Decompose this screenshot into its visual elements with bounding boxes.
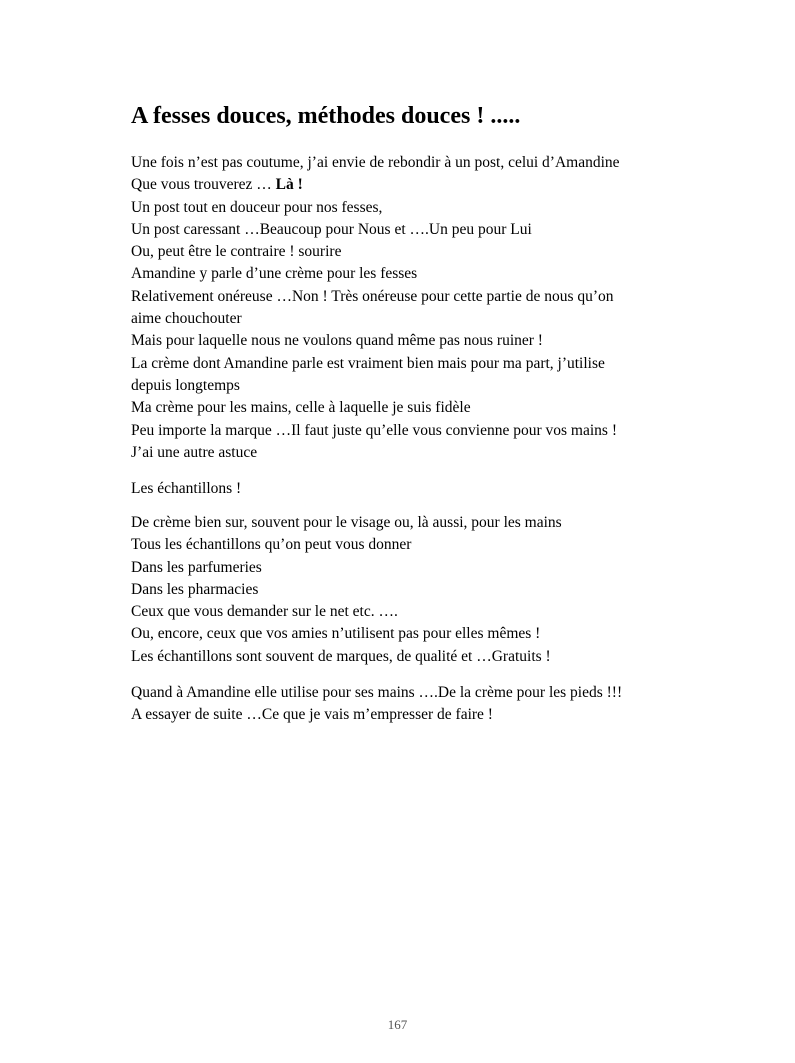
text-line: Ceux que vous demander sur le net etc. …. xyxy=(131,603,398,621)
text-line: Amandine y parle d’une crème pour les fesses xyxy=(131,265,418,283)
paragraph-sample-sources xyxy=(131,512,671,668)
text-line: Ou, encore, ceux que vos amies n’utilisent pas pour elles mêmes ! xyxy=(131,625,541,643)
paragraph-intro xyxy=(131,152,671,464)
text-line-prefix: Que vous trouverez … xyxy=(131,176,276,194)
text-line: A essayer de suite …Ce que je vais m’empresser de faire ! xyxy=(131,706,493,724)
page-number: 167 xyxy=(387,1017,408,1032)
paragraph-conclusion xyxy=(131,682,671,727)
text-line: Les échantillons ! xyxy=(131,480,242,497)
text-line: La crème dont Amandine parle est vraiment bien mais pour ma part, j’utilise xyxy=(131,354,605,372)
text-line: Relativement onéreuse …Non ! Très onéreuse pour cette partie de nous qu’on xyxy=(131,287,614,305)
text-line: Tous les échantillons qu’on peut vous donner xyxy=(131,536,412,554)
text-line: Ma crème pour les mains, celle à laquelle je suis fidèle xyxy=(131,399,471,417)
text-line: J’ai une autre astuce xyxy=(131,443,258,461)
text-line: Une fois n’est pas coutume, j’ai envie de rebondir à un post, celui d’Amandine xyxy=(131,154,620,171)
text-line: Dans les pharmacies xyxy=(131,580,259,598)
text-line: Ou, peut être le contraire ! sourire xyxy=(131,243,342,261)
text-line: De crème bien sur, souvent pour le visage ou, là aussi, pour les mains xyxy=(131,514,562,531)
text-line: Les échantillons sont souvent de marques, de qualité et …Gratuits ! xyxy=(131,647,551,665)
post-link[interactable]: Là ! xyxy=(275,176,303,194)
text-line-with-link xyxy=(131,174,671,196)
page-title: A fesses douces, méthodes douces ! ..... xyxy=(131,103,521,129)
text-line: Mais pour laquelle nous ne voulons quand même pas nous ruiner ! xyxy=(131,332,543,350)
text-line: Peu importe la marque …Il faut juste qu’elle vous convienne pour vos mains ! xyxy=(131,421,617,439)
text-line: Un post caressant …Beaucoup pour Nous et ….Un peu pour Lui xyxy=(131,220,532,238)
text-line: Dans les parfumeries xyxy=(131,558,262,576)
paragraph-samples xyxy=(131,478,671,500)
text-line: Quand à Amandine elle utilise pour ses mains ….De la crème pour les pieds !!! xyxy=(131,684,623,701)
text-line: Un post tout en douceur pour nos fesses, xyxy=(131,198,383,216)
text-line: depuis longtemps xyxy=(131,376,240,394)
text-line: aime chouchouter xyxy=(131,310,242,328)
